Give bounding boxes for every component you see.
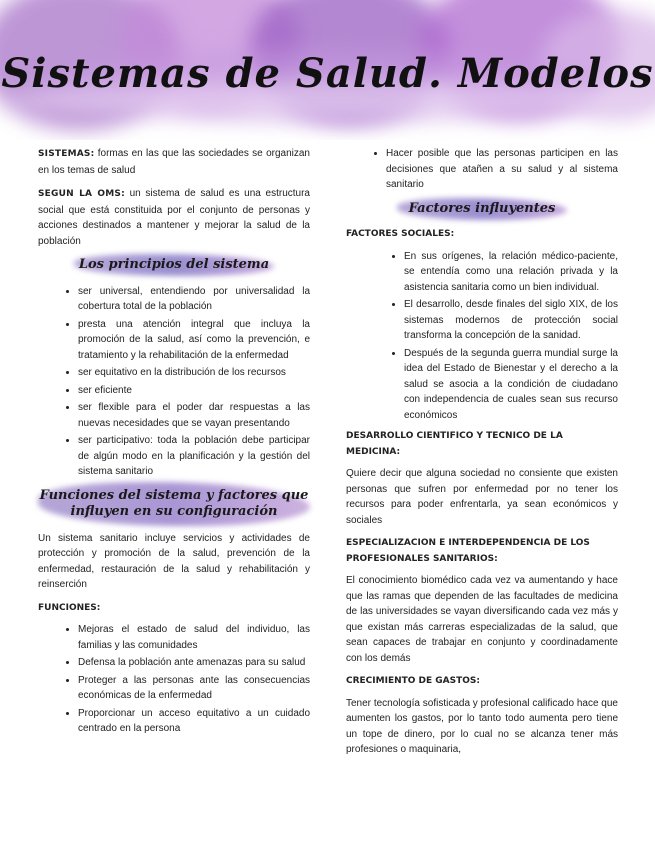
paragraph-especializacion: El conocimiento biomédico cada vez va aumentando y hace que las ramas que dependen de las facultades de medicina de las universidades se vayan diversificando cada vez más y que existan más carreras especializadas de la salud, que sean capaces de trabajar en conjunto y coordinadamente con los demás	[346, 575, 618, 664]
heading-principios: Los principios del sistema	[38, 257, 310, 274]
social-factors-list	[346, 249, 618, 424]
list-item: • Después de la segunda guerra mundial surge la idea del Estado de Bienestar y el derecho a la salud se asocia a la condición de ciudadano con independencia de cuales sean sus recurso económicos	[404, 346, 618, 424]
list-item: • ser participativo: toda la población debe participar de algún modo en la planificación y la gestión del sistema sanitario	[78, 433, 310, 480]
list-item: • Proteger a las personas ante las consecuencias económicas de la enfermedad	[78, 673, 310, 704]
list-item: • ser flexible para el poder dar respuestas a las nuevas necesidades que se vayan presentando	[78, 400, 310, 431]
list-item: • Mejoras el estado de salud del individuo, las familias y las comunidades	[78, 622, 310, 653]
definition-sistemas: SISTEMAS: formas en las que las sociedades se organizan en los temas de salud	[38, 148, 310, 176]
right-column	[346, 146, 618, 766]
page-title: Sistemas de Salud. Modelos	[1, 50, 654, 97]
list-item: • ser eficiente	[78, 383, 310, 399]
heading-funciones: Funciones del sistema y factores que influyen en su configuración	[38, 488, 310, 521]
label-especializacion: ESPECIALIZACION E INTERDEPENDENCIA DE LOS PROFESIONALES SANITARIOS:	[346, 538, 590, 564]
paragraph-servicios: Un sistema sanitario incluye servicios y actividades de protección y promoción de la salud, prevención de la enfermedad, restauración de la salud y rehabilitación y reinserción	[38, 532, 310, 590]
label-crecimiento: CRECIMIENTO DE GASTOS:	[346, 676, 481, 686]
label-factores-sociales: FACTORES SOCIALES:	[346, 229, 455, 239]
left-column	[38, 146, 310, 743]
paragraph-desarrollo: Quiere decir que alguna sociedad no consiente que existen personas que sufren por enfermedad por no tener los recursos para poder enfrentarla, ya sean económicos y sociales	[346, 468, 618, 526]
list-item: • Hacer posible que las personas participen en las decisiones que atañen a su salud y al sistema sanitario	[386, 146, 618, 193]
list-item: • presta una atención integral que incluya la promoción de la salud, así como la prevención, e tratamiento y la rehabilitación de la enfermedad	[78, 317, 310, 364]
definition-oms: SEGUN LA OMS: un sistema de salud es una estructura social que está constituida por el conjunto de personas y acciones destinados a mantener y mejorar la salud de la población	[38, 188, 310, 247]
list-item: • Proporcionar un acceso equitativo a un cuidado centrado en la persona	[78, 706, 310, 737]
list-item: • ser universal, entendiendo por universalidad la cobertura total de la población	[78, 284, 310, 315]
list-item: • En sus orígenes, la relación médico-paciente, se entendía como una relación privada y la asistencia sanitaria como un bien individual.	[404, 249, 618, 296]
principles-list	[38, 284, 310, 480]
list-item: • ser equitativo en la distribución de los recursos	[78, 365, 310, 381]
functions-list	[38, 622, 310, 737]
continued-list	[346, 146, 618, 193]
label-funciones: FUNCIONES:	[38, 602, 101, 613]
header-watercolor	[0, 0, 655, 140]
list-item: • El desarrollo, desde finales del siglo XIX, de los sistemas modernos de protección social transforma la concepción de la sanidad.	[404, 297, 618, 344]
heading-factores: Factores influyentes	[346, 201, 618, 218]
label-desarrollo: DESARROLLO CIENTIFICO Y TECNICO DE LA MEDICINA:	[346, 431, 563, 457]
list-item: • Defensa la población ante amenazas para su salud	[78, 655, 310, 671]
label-oms: SEGUN LA OMS:	[38, 189, 125, 199]
label-sistemas: SISTEMAS:	[38, 149, 95, 159]
paragraph-crecimiento: Tener tecnología sofisticada y profesional calificado hace que aumenten los gastos, por lo tanto todo aumenta pero tiene un tope de dinero, por lo cual no se alcanza tener más profesiones o maquinaria,	[346, 697, 618, 755]
